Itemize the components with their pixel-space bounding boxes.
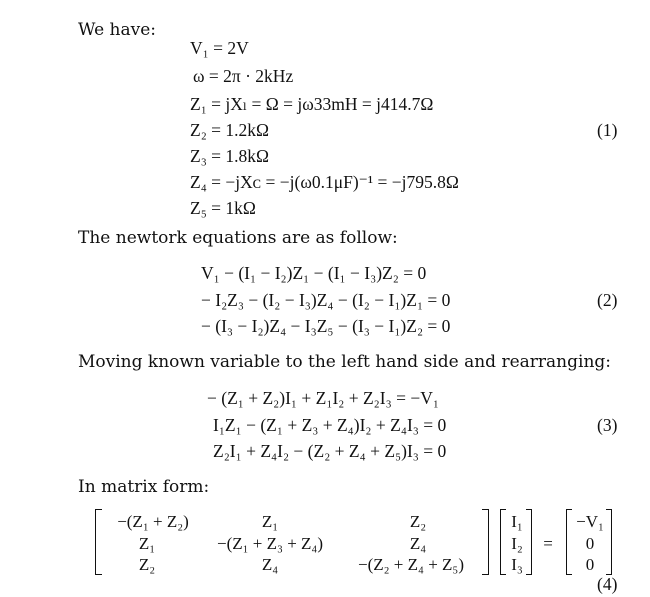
equation-number-4: (4) <box>597 574 618 594</box>
rearranging-text: Moving known variable to the left hand side and rearranging: <box>78 352 612 372</box>
coef-cell-1-2: Z₁ <box>261 512 279 531</box>
eq2-line-2: − I₂Z₃ − (I₂ − I₃)Z₄ − (I₂ − I₁)Z₁ = 0 <box>201 290 451 310</box>
coef-matrix-left-bracket <box>95 509 102 575</box>
eq3-line-1: − (Z₁ + Z₂)I₁ + Z₁I₂ + Z₂I₃ = −V₁ <box>207 388 439 408</box>
matrix-form-text: In matrix form: <box>78 477 210 497</box>
rhs-cell-2: 0 <box>585 534 595 553</box>
equation-number-1: (1) <box>597 120 618 140</box>
eq1-line-2: ω = 2π · 2kHz <box>193 66 294 86</box>
eq1-line-5: Z₃ = 1.8kΩ <box>190 146 270 166</box>
eq2-line-1: V₁ − (I₁ − I₂)Z₁ − (I₁ − I₃)Z₂ = 0 <box>201 263 427 283</box>
eq3-line-3: Z₂I₁ + Z₄I₂ − (Z₂ + Z₄ + Z₅)I₃ = 0 <box>213 441 447 461</box>
eq1-line-3: Z₁ = jXₗ = Ω = jω33mH = j414.7Ω <box>190 94 434 114</box>
unknown-1: I₁ <box>511 512 523 531</box>
network-equations-text: The newtork equations are as follow: <box>78 228 398 248</box>
eq1-line-6: Z₄ = −jXᴄ = −j(ω0.1μF)⁻¹ = −j795.8Ω <box>190 172 459 192</box>
equation-number-2: (2) <box>597 290 618 310</box>
coef-cell-2-2: −(Z₁ + Z₃ + Z₄) <box>216 534 324 553</box>
intro-text: We have: <box>78 20 157 40</box>
eq3-line-2: I₁Z₁ − (Z₁ + Z₃ + Z₄)I₂ + Z₄I₃ = 0 <box>213 415 447 435</box>
coef-cell-3-1: Z₂ <box>138 555 156 574</box>
unknowns-left-bracket <box>500 509 506 575</box>
coef-cell-3-3: −(Z₂ + Z₄ + Z₅) <box>357 555 465 574</box>
coef-cell-1-1: −(Z₁ + Z₂) <box>117 512 189 531</box>
coef-cell-1-3: Z₂ <box>409 512 427 531</box>
rhs-cell-1: −V₁ <box>576 512 604 531</box>
unknown-3: I₃ <box>511 555 523 574</box>
coef-cell-2-3: Z₄ <box>409 534 427 553</box>
eq1-line-7: Z₅ = 1kΩ <box>190 198 256 218</box>
rhs-cell-3: 0 <box>585 555 595 574</box>
coef-matrix-right-bracket <box>482 509 489 575</box>
equation-number-3: (3) <box>597 415 618 435</box>
eq1-line-1: V₁ = 2V <box>190 38 249 58</box>
eq1-line-4: Z₂ = 1.2kΩ <box>190 120 270 140</box>
unknown-2: I₂ <box>511 534 523 553</box>
eq2-line-3: − (I₃ − I₂)Z₄ − I₃Z₅ − (I₃ − I₁)Z₂ = 0 <box>201 316 451 336</box>
coef-cell-3-2: Z₄ <box>261 555 279 574</box>
rhs-right-bracket <box>606 509 612 575</box>
coef-cell-2-1: Z₁ <box>138 534 156 553</box>
unknowns-right-bracket <box>526 509 532 575</box>
rhs-left-bracket <box>566 509 572 575</box>
matrix-equals-sign: = <box>543 534 553 553</box>
